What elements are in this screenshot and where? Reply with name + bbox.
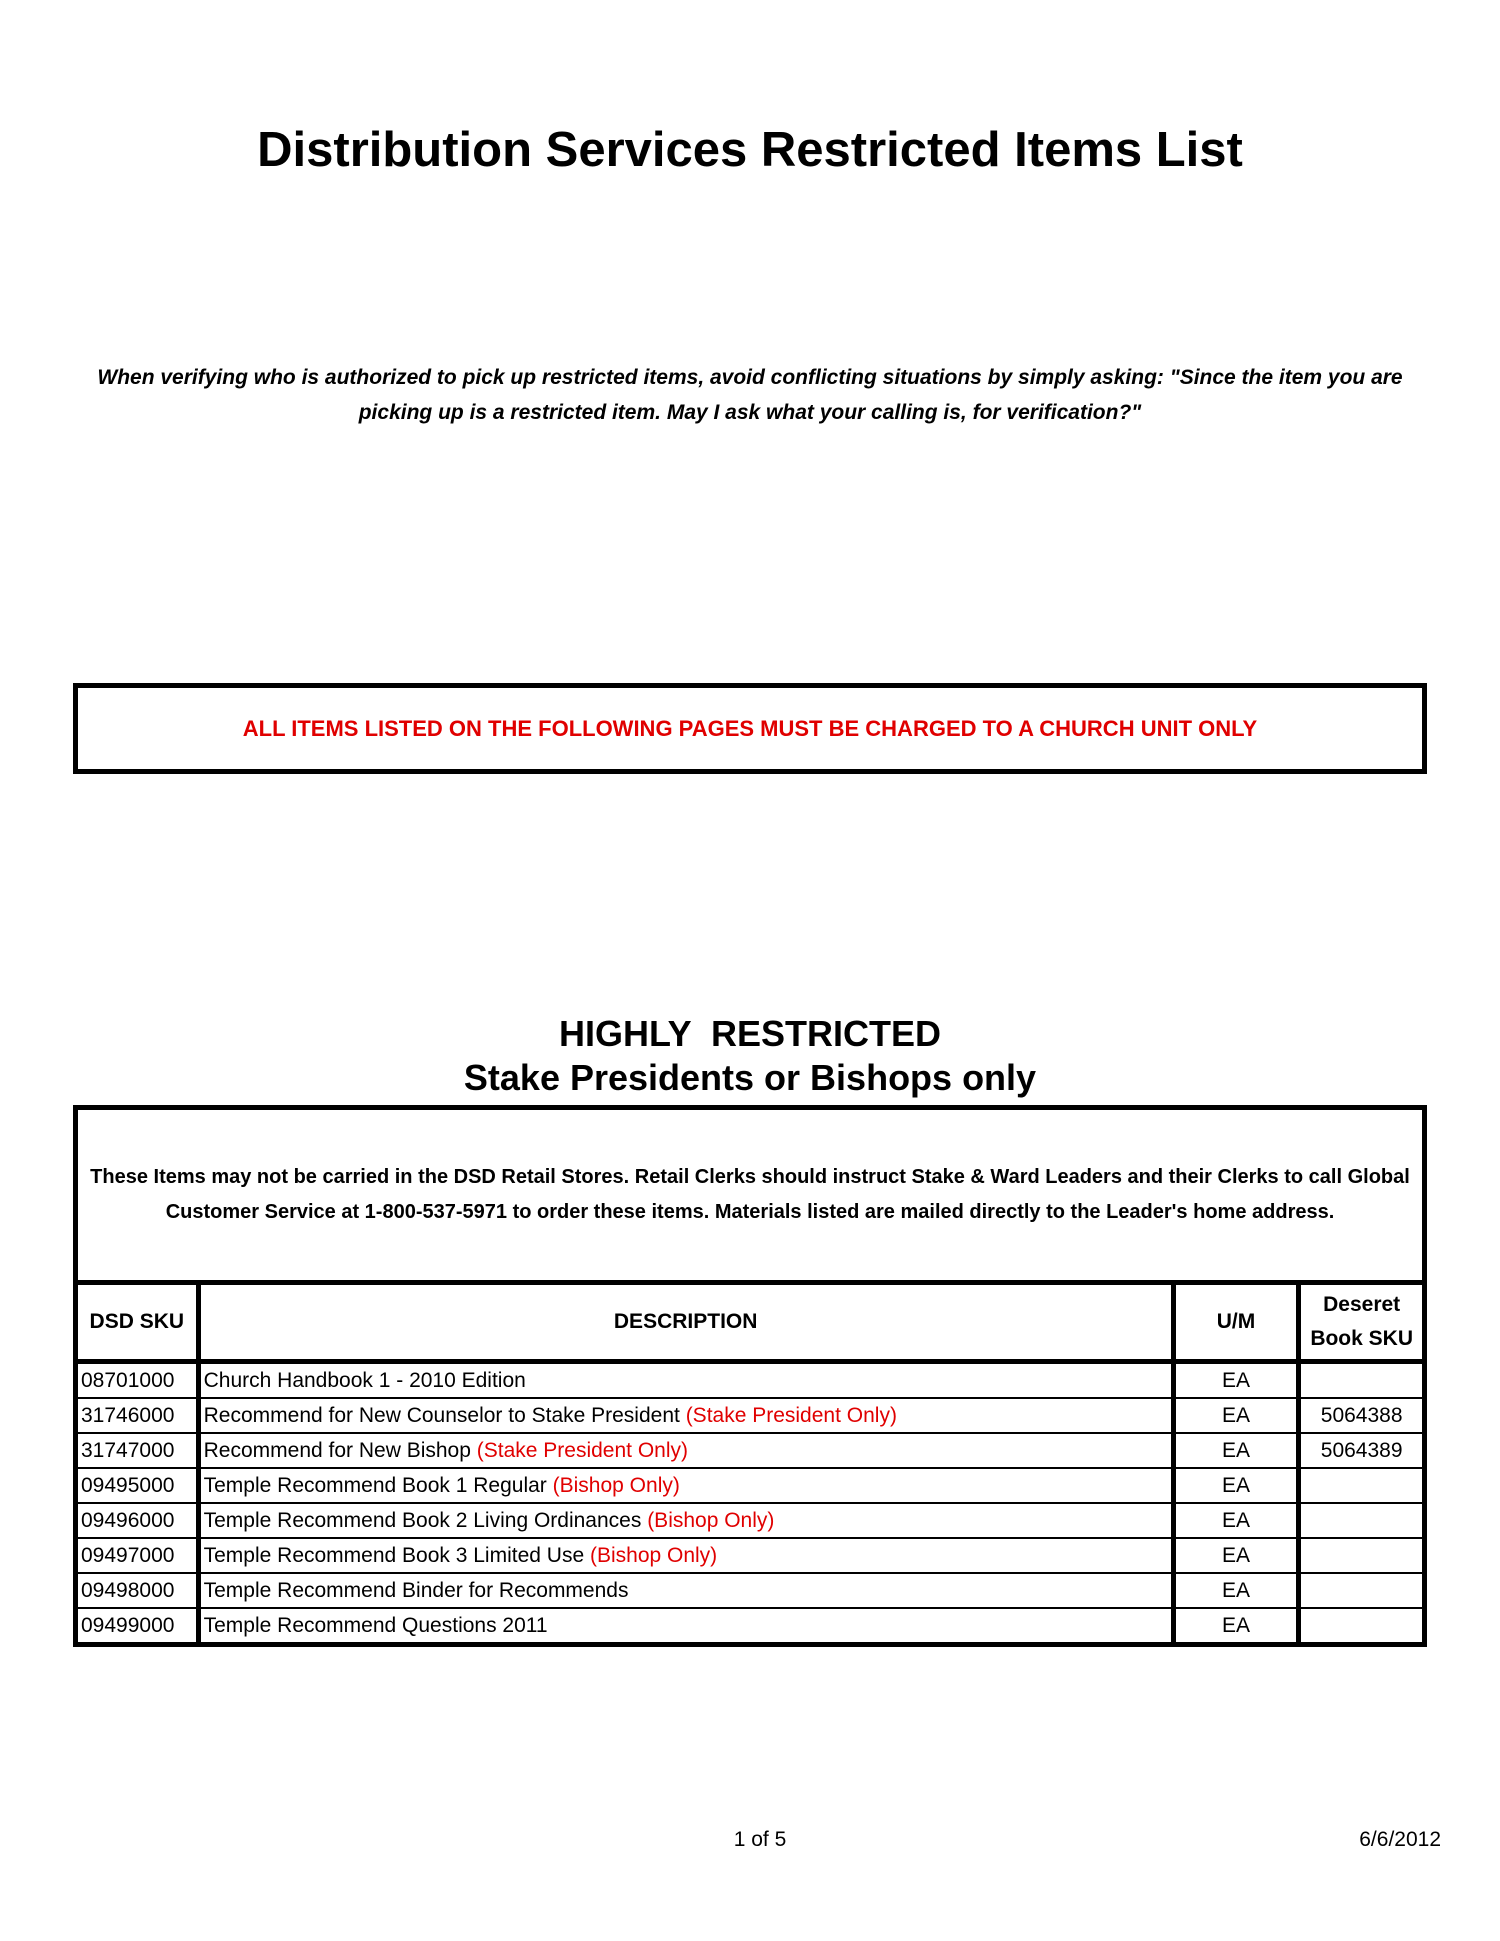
description-cell	[198, 1468, 1173, 1503]
um-cell: EA	[1173, 1398, 1299, 1433]
dsd-sku-cell: 31746000	[76, 1398, 199, 1433]
um-cell: EA	[1173, 1573, 1299, 1608]
description-cell	[198, 1503, 1173, 1538]
table-header-row	[76, 1283, 1425, 1362]
section-heading	[0, 1012, 1500, 1100]
um-cell: EA	[1173, 1468, 1299, 1503]
description-cell	[198, 1608, 1173, 1645]
section-note: These Items may not be carried in the DSD Retail Stores. Retail Clerks should instruct Stake & Ward Leaders and their Clerks to call Global Customer Service at 1-800-537-5971 to order these items. Materials listed are mailed directly to the Leader's home address.	[76, 1108, 1425, 1283]
table-row	[76, 1398, 1425, 1433]
dsd-sku-cell: 09499000	[76, 1608, 199, 1645]
deseret-book-sku-cell	[1299, 1608, 1425, 1645]
dsd-sku-cell: 09495000	[76, 1468, 199, 1503]
description-cell	[198, 1398, 1173, 1433]
deseret-book-sku-cell: 5064389	[1299, 1433, 1425, 1468]
verification-instructions: When verifying who is authorized to pick up restricted items, avoid conflicting situations by simply asking: "Since the item you are picking up is a restricted item. May I ask what your calling is, for verification?"	[97, 366, 1403, 424]
deseret-book-sku-cell	[1299, 1573, 1425, 1608]
description-cell	[198, 1573, 1173, 1608]
description-text: Recommend for New Bishop	[203, 1438, 477, 1462]
um-cell: EA	[1173, 1362, 1299, 1399]
section-heading-line2: Stake Presidents or Bishops only	[463, 1057, 1037, 1098]
restriction-note: (Stake President Only)	[685, 1403, 897, 1427]
table-row	[76, 1468, 1425, 1503]
restriction-note: (Bishop Only)	[552, 1473, 680, 1497]
header-um: U/M	[1173, 1283, 1299, 1362]
description-text: Church Handbook 1 - 2010 Edition	[203, 1368, 526, 1392]
header-deseret-book-sku	[1299, 1283, 1425, 1362]
description-text: Recommend for New Counselor to Stake President	[203, 1403, 686, 1427]
table-row	[76, 1608, 1425, 1645]
restriction-note: (Bishop Only)	[647, 1508, 775, 1532]
dsd-sku-cell: 09496000	[76, 1503, 199, 1538]
restriction-note: (Stake President Only)	[476, 1438, 689, 1462]
um-cell: EA	[1173, 1608, 1299, 1645]
page-number: 1 of 5	[733, 1828, 787, 1851]
um-cell: EA	[1173, 1433, 1299, 1468]
description-cell	[198, 1362, 1173, 1399]
header-dsd-sku: DSD SKU	[76, 1283, 199, 1362]
description-text: Temple Recommend Book 2 Living Ordinances	[203, 1508, 648, 1532]
section-heading-line1: HIGHLY RESTRICTED	[558, 1013, 942, 1054]
dsd-sku-cell: 08701000	[76, 1362, 199, 1399]
charge-notice-box	[73, 683, 1427, 774]
deseret-book-sku-cell	[1299, 1362, 1425, 1399]
table-row	[76, 1573, 1425, 1608]
table-row	[76, 1503, 1425, 1538]
dsd-sku-cell: 09498000	[76, 1573, 199, 1608]
description-text: Temple Recommend Book 3 Limited Use	[203, 1543, 590, 1567]
header-description: DESCRIPTION	[198, 1283, 1173, 1362]
um-cell: EA	[1173, 1538, 1299, 1573]
description-cell	[198, 1433, 1173, 1468]
dsd-sku-cell: 31747000	[76, 1433, 199, 1468]
table-row	[76, 1362, 1425, 1399]
deseret-book-sku-cell	[1299, 1538, 1425, 1573]
header-deseret-line1: Deseret	[1323, 1293, 1401, 1316]
table-row	[76, 1538, 1425, 1573]
description-cell	[198, 1538, 1173, 1573]
description-text: Temple Recommend Binder for Recommends	[203, 1578, 629, 1602]
description-text: Temple Recommend Book 1 Regular	[203, 1473, 553, 1497]
document-date: 6/6/2012	[1359, 1828, 1441, 1851]
charge-notice-text: ALL ITEMS LISTED ON THE FOLLOWING PAGES MUST BE CHARGED TO A CHURCH UNIT ONLY	[242, 715, 1258, 741]
deseret-book-sku-cell	[1299, 1503, 1425, 1538]
header-deseret-line2: Book SKU	[1310, 1327, 1413, 1350]
deseret-book-sku-cell: 5064388	[1299, 1398, 1425, 1433]
dsd-sku-cell: 09497000	[76, 1538, 199, 1573]
description-text: Temple Recommend Questions 2011	[203, 1613, 548, 1637]
page-title: Distribution Services Restricted Items List	[257, 123, 1243, 177]
deseret-book-sku-cell	[1299, 1468, 1425, 1503]
table-row	[76, 1433, 1425, 1468]
restricted-items-table	[73, 1105, 1427, 1647]
restriction-note: (Bishop Only)	[589, 1543, 718, 1567]
um-cell: EA	[1173, 1503, 1299, 1538]
